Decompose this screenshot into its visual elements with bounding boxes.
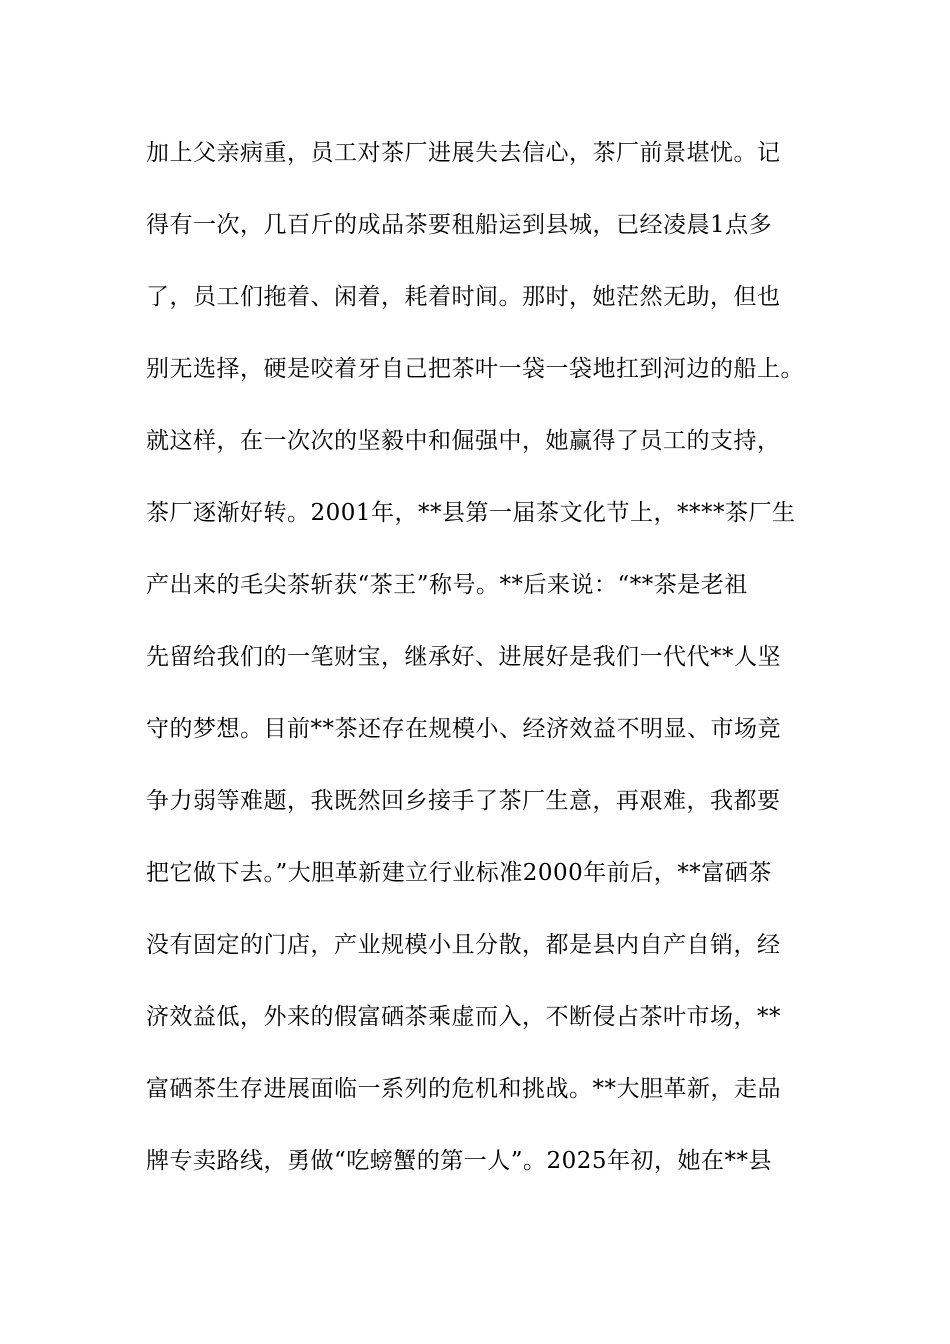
text-line: 争力弱等难题，我既然回乡接手了茶厂生意，再艰难，我都要 — [146, 788, 781, 814]
text-line: 没有固定的门店，产业规模小且分散，都是县内自产自销，经 — [146, 932, 781, 958]
text-line: 产出来的毛尖茶斩获“茶王”称号。**后来说：“**茶是老祖 — [146, 572, 748, 598]
text-line: 茶厂逐渐好转。2001年，**县第一届茶文化节上，****茶厂生 — [146, 500, 796, 526]
text-line: 加上父亲病重，员工对茶厂进展失去信心，茶厂前景堪忧。记 — [146, 140, 781, 166]
text-line: 就这样，在一次次的坚毅中和倔强中，她赢得了员工的支持， — [146, 428, 781, 454]
text-line: 得有一次，几百斤的成品茶要租船运到县城，已经凌晨1点多 — [146, 212, 773, 238]
text-line: 济效益低，外来的假富硒茶乘虚而入，不断侵占茶叶市场，** — [146, 1004, 781, 1030]
text-line: 富硒茶生存进展面临一系列的危机和挑战。**大胆革新，走品 — [146, 1076, 781, 1102]
body-text — [146, 130, 806, 1210]
text-line: 别无选择，硬是咬着牙自己把茶叶一袋一袋地扛到河边的船上。 — [146, 356, 804, 382]
text-line: 守的梦想。目前**茶还存在规模小、经济效益不明显、市场竞 — [146, 716, 781, 742]
text-line: 牌专卖路线，勇做“吃螃蟹的第一人”。2025年初，她在**县 — [146, 1148, 773, 1174]
text-line: 了，员工们拖着、闲着，耗着时间。那时，她茫然无助，但也 — [146, 284, 781, 310]
text-line: 先留给我们的一笔财宝，继承好、进展好是我们一代代**人坚 — [146, 644, 781, 670]
text-line: 把它做下去。”大胆革新建立行业标准2000年前后，**富硒茶 — [146, 860, 772, 886]
